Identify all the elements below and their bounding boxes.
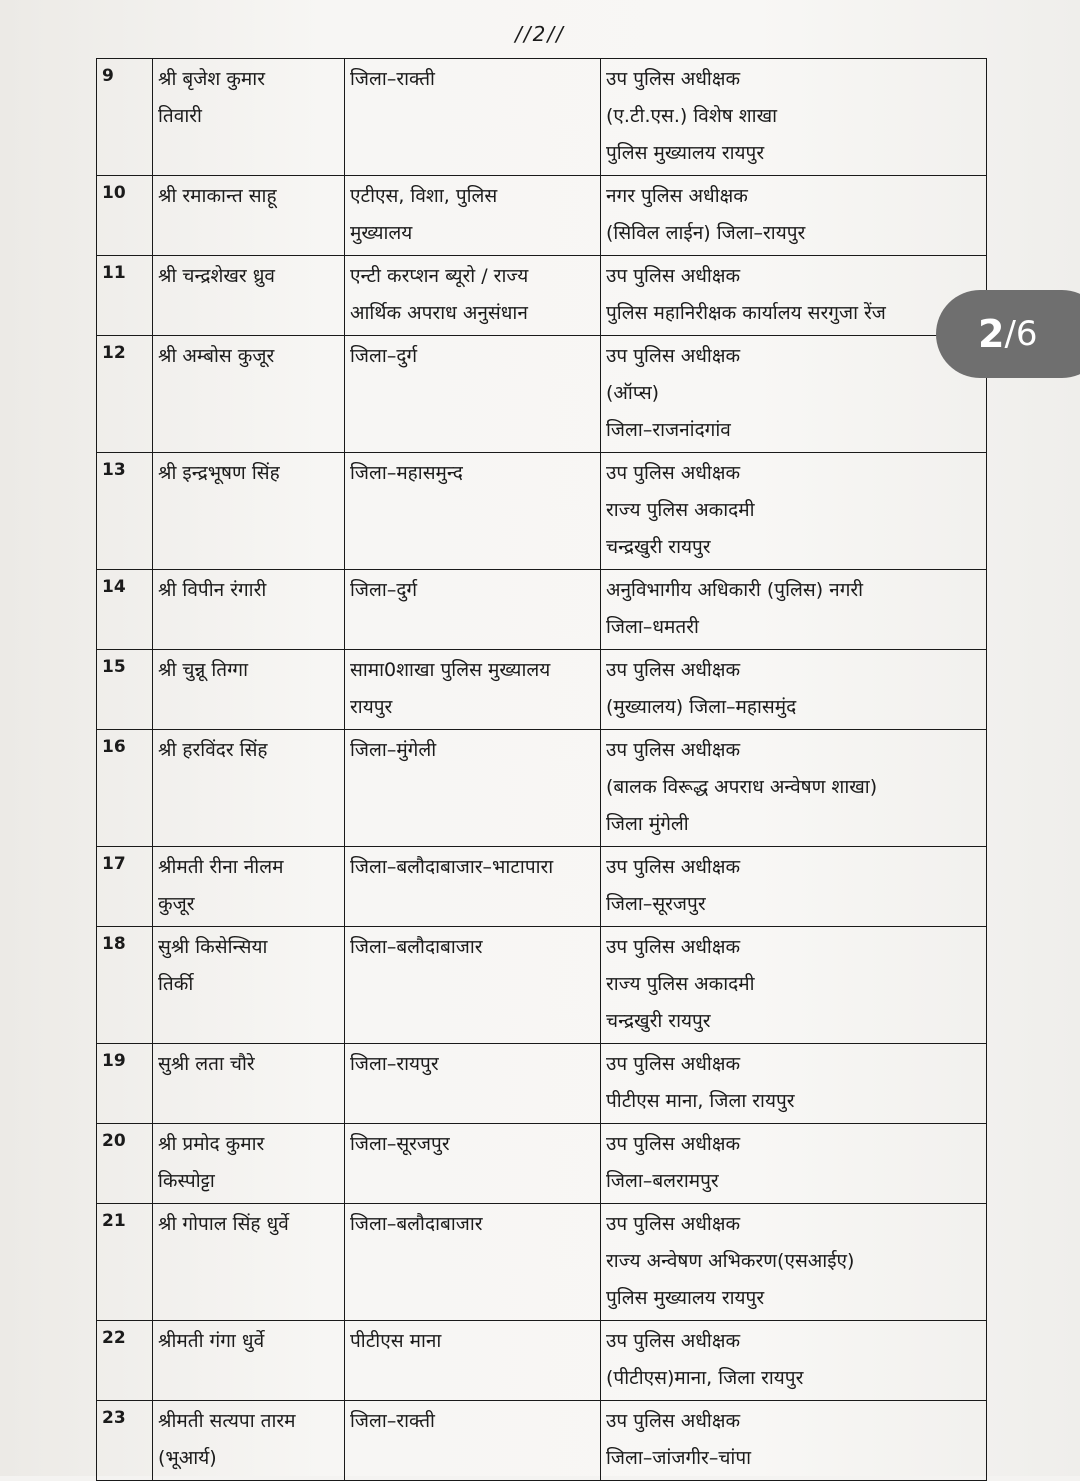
to-line: उप पुलिस अधीक्षक [606, 1213, 741, 1235]
new-posting-cell [601, 1204, 987, 1321]
to-line: पीटीएस माना, जिला रायपुर [606, 1090, 795, 1112]
new-posting-cell [601, 847, 987, 927]
officer-name-cell [153, 1401, 345, 1481]
name-line: कुजूर [158, 893, 195, 915]
table-row [97, 927, 987, 1044]
to-line: अनुविभागीय अधिकारी (पुलिस) नगरी [606, 579, 864, 601]
to-line: पुलिस महानिरीक्षक कार्यालय सरगुजा रेंज [606, 302, 886, 324]
new-posting-cell [601, 1321, 987, 1401]
current-posting-cell [345, 1204, 601, 1321]
from-line: सामा0शाखा पुलिस मुख्यालय [350, 659, 551, 681]
new-posting-cell [601, 1124, 987, 1204]
to-line: (ए.टी.एस.) विशेष शाखा [606, 105, 778, 127]
from-line: जिला–दुर्ग [350, 345, 418, 367]
current-posting-cell [345, 59, 601, 176]
new-posting-cell [601, 176, 987, 256]
officer-name-cell [153, 570, 345, 650]
officer-name-cell [153, 650, 345, 730]
to-line: जिला–जांजगीर–चांपा [606, 1447, 752, 1469]
name-line: श्रीमती रीना नीलम [158, 856, 284, 878]
to-line: जिला–बलरामपुर [606, 1170, 719, 1192]
current-posting-cell [345, 570, 601, 650]
from-line: एटीएस, विशा, पुलिस [350, 185, 498, 207]
current-posting-cell [345, 1401, 601, 1481]
new-posting-cell [601, 59, 987, 176]
name-line: श्री इन्द्रभूषण सिंह [158, 462, 280, 484]
from-line: आर्थिक अपराध अनुसंधान [350, 302, 528, 324]
table-row [97, 336, 987, 453]
serial-number-cell: 19 [97, 1044, 153, 1124]
table-row [97, 1044, 987, 1124]
serial-number-cell: 14 [97, 570, 153, 650]
to-line: पुलिस मुख्यालय रायपुर [606, 1287, 765, 1309]
to-line: चन्द्रखुरी रायपुर [606, 536, 711, 558]
officer-name-cell [153, 336, 345, 453]
name-line: सुश्री लता चौरे [158, 1053, 255, 1075]
to-line: उप पुलिस अधीक्षक [606, 68, 741, 90]
serial-number-cell: 15 [97, 650, 153, 730]
to-line: राज्य पुलिस अकादमी [606, 499, 755, 521]
table-row [97, 650, 987, 730]
name-line: सुश्री किसेन्सिया [158, 936, 268, 958]
table-row [97, 730, 987, 847]
new-posting-cell [601, 453, 987, 570]
from-line: जिला–बलौदाबाजार [350, 936, 483, 958]
new-posting-cell [601, 650, 987, 730]
name-line: श्री हरविंदर सिंह [158, 739, 268, 761]
from-line: जिला–सूरजपुर [350, 1133, 450, 1155]
table-row [97, 59, 987, 176]
to-line: उप पुलिस अधीक्षक [606, 936, 741, 958]
current-posting-cell [345, 1321, 601, 1401]
current-posting-cell [345, 847, 601, 927]
from-line: मुख्यालय [350, 222, 413, 244]
current-posting-cell [345, 1124, 601, 1204]
current-posting-cell [345, 730, 601, 847]
officer-name-cell [153, 59, 345, 176]
serial-number-cell: 18 [97, 927, 153, 1044]
to-line: उप पुलिस अधीक्षक [606, 345, 741, 367]
name-line: (भूआर्य) [158, 1447, 217, 1469]
new-posting-cell [601, 730, 987, 847]
name-line: किस्पोट्टा [158, 1170, 215, 1192]
current-posting-cell [345, 927, 601, 1044]
name-line: श्री अम्बोस कुजूर [158, 345, 275, 367]
to-line: उप पुलिस अधीक्षक [606, 1330, 741, 1352]
table-row [97, 570, 987, 650]
serial-number-cell: 17 [97, 847, 153, 927]
serial-number-cell: 20 [97, 1124, 153, 1204]
to-line: उप पुलिस अधीक्षक [606, 659, 741, 681]
name-line: श्री विपीन रंगारी [158, 579, 267, 601]
table-row [97, 453, 987, 570]
to-line: उप पुलिस अधीक्षक [606, 462, 741, 484]
to-line: उप पुलिस अधीक्षक [606, 856, 741, 878]
to-line: नगर पुलिस अधीक्षक [606, 185, 748, 207]
current-posting-cell [345, 256, 601, 336]
name-line: श्री गोपाल सिंह धुर्वे [158, 1213, 289, 1235]
new-posting-cell [601, 256, 987, 336]
to-line: पुलिस मुख्यालय रायपुर [606, 142, 765, 164]
from-line: जिला–रायपुर [350, 1053, 439, 1075]
to-line: (ऑप्स) [606, 382, 660, 404]
to-line: उप पुलिस अधीक्षक [606, 1410, 741, 1432]
officer-name-cell [153, 453, 345, 570]
table-row [97, 1401, 987, 1481]
table-row [97, 176, 987, 256]
officer-name-cell [153, 1204, 345, 1321]
page-marker: //2// [515, 22, 565, 46]
from-line: जिला–बलौदाबाजार–भाटापारा [350, 856, 554, 878]
from-line: जिला–राक्ती [350, 68, 435, 90]
to-line: (बालक विरूद्ध अपराध अन्वेषण शाखा) [606, 776, 878, 798]
officer-name-cell [153, 927, 345, 1044]
serial-number-cell: 16 [97, 730, 153, 847]
to-line: जिला–सूरजपुर [606, 893, 706, 915]
to-line: (पीटीएस)माना, जिला रायपुर [606, 1367, 804, 1389]
new-posting-cell [601, 1401, 987, 1481]
serial-number-cell: 23 [97, 1401, 153, 1481]
from-line: जिला–राक्ती [350, 1410, 435, 1432]
to-line: जिला मुंगेली [606, 813, 689, 835]
table-row [97, 1321, 987, 1401]
name-line: तिर्की [158, 973, 194, 995]
to-line: जिला–धमतरी [606, 616, 699, 638]
name-line: श्री रमाकान्त साहू [158, 185, 277, 207]
officer-name-cell [153, 847, 345, 927]
new-posting-cell [601, 1044, 987, 1124]
to-line: (मुख्यालय) जिला–महासमुंद [606, 696, 797, 718]
new-posting-cell [601, 570, 987, 650]
page-counter-badge [936, 290, 1080, 378]
from-line: जिला–महासमुन्द [350, 462, 463, 484]
current-page-number: 2 [978, 312, 1005, 356]
serial-number-cell: 12 [97, 336, 153, 453]
serial-number-cell: 11 [97, 256, 153, 336]
current-posting-cell [345, 176, 601, 256]
name-line: श्री प्रमोद कुमार [158, 1133, 265, 1155]
current-posting-cell [345, 650, 601, 730]
officer-name-cell [153, 730, 345, 847]
name-line: श्री चुन्नू तिग्गा [158, 659, 249, 681]
to-line: उप पुलिस अधीक्षक [606, 265, 741, 287]
current-posting-cell [345, 1044, 601, 1124]
new-posting-cell [601, 927, 987, 1044]
serial-number-cell: 22 [97, 1321, 153, 1401]
table-row [97, 1204, 987, 1321]
from-line: जिला–दुर्ग [350, 579, 418, 601]
name-line: श्रीमती गंगा धुर्वे [158, 1330, 265, 1352]
name-line: श्री चन्द्रशेखर ध्रुव [158, 265, 275, 287]
current-posting-cell [345, 336, 601, 453]
new-posting-cell [601, 336, 987, 453]
serial-number-cell: 9 [97, 59, 153, 176]
officer-name-cell [153, 256, 345, 336]
to-line: जिला–राजनांदगांव [606, 419, 731, 441]
transfer-table [96, 58, 987, 1481]
officer-name-cell [153, 1044, 345, 1124]
to-line: चन्द्रखुरी रायपुर [606, 1010, 711, 1032]
table-row [97, 1124, 987, 1204]
officer-name-cell [153, 1124, 345, 1204]
total-pages-number: 6 [1015, 314, 1038, 354]
to-line: उप पुलिस अधीक्षक [606, 1133, 741, 1155]
serial-number-cell: 10 [97, 176, 153, 256]
page-separator: / [1004, 314, 1016, 354]
from-line: रायपुर [350, 696, 393, 718]
name-line: श्रीमती सत्यपा तारम [158, 1410, 296, 1432]
table-row [97, 847, 987, 927]
from-line: जिला–मुंगेली [350, 739, 437, 761]
name-line: श्री बृजेश कुमार [158, 68, 265, 90]
to-line: राज्य अन्वेषण अभिकरण(एसआईए) [606, 1250, 855, 1272]
from-line: जिला–बलौदाबाजार [350, 1213, 483, 1235]
from-line: पीटीएस माना [350, 1330, 442, 1352]
name-line: तिवारी [158, 105, 202, 127]
officer-name-cell [153, 1321, 345, 1401]
serial-number-cell: 21 [97, 1204, 153, 1321]
table-row [97, 256, 987, 336]
transfer-table-body [97, 59, 987, 1481]
serial-number-cell: 13 [97, 453, 153, 570]
to-line: उप पुलिस अधीक्षक [606, 1053, 741, 1075]
to-line: उप पुलिस अधीक्षक [606, 739, 741, 761]
to-line: राज्य पुलिस अकादमी [606, 973, 755, 995]
from-line: एन्टी करप्शन ब्यूरो / राज्य [350, 265, 529, 287]
officer-name-cell [153, 176, 345, 256]
to-line: (सिविल लाईन) जिला–रायपुर [606, 222, 806, 244]
current-posting-cell [345, 453, 601, 570]
